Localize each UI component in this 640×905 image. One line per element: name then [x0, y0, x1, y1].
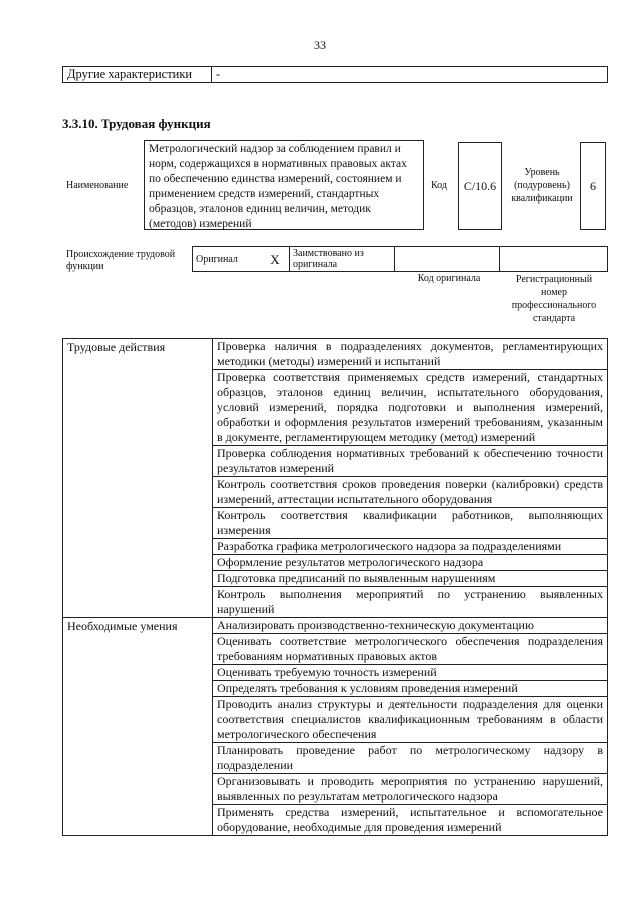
- level-value: 6: [580, 142, 606, 230]
- section-title: 3.3.10. Трудовая функция: [62, 116, 211, 131]
- borrowed-label: Заимствовано из оригинала: [290, 247, 395, 272]
- code-original-cell: [395, 247, 500, 272]
- reg-number-label: Регистрационный номер профессионального стандарта: [511, 274, 597, 324]
- labor-action-item: Проверка соответствия применяемых средств измерений, стандартных образцов, эталонов единиц величин, испытательного оборудования, условий измерений, порядка подготовки и выполнения измерений, обработки и оформления результатов измерений требованиям, указанным в документе, регламентирующем методику (метод) измерений: [213, 370, 608, 446]
- required-skill-item: Оценивать соответствие метрологического обеспечения подразделения требованиям нормативных правовых актов: [213, 634, 608, 665]
- labor-action-item: Контроль соответствия квалификации работников, выполняющих измерения: [213, 508, 608, 539]
- required-skill-item: Применять средства измерений, испытательное и вспомогательное оборудование, необходимые для проведения измерений: [213, 805, 608, 836]
- other-characteristics-label: Другие характеристики: [63, 67, 212, 83]
- required-skill-row: [63, 618, 608, 634]
- original-mark: X: [261, 247, 290, 272]
- labor-action-row: [63, 339, 608, 370]
- origin-table: [192, 246, 608, 272]
- page-number: 33: [314, 38, 326, 52]
- reg-number-cell: [500, 247, 608, 272]
- labor-action-label: Трудовые действия: [63, 339, 213, 618]
- code-original-label: Код оригинала: [417, 273, 481, 284]
- other-characteristics-table: [62, 66, 608, 83]
- labor-action-item: Оформление результатов метрологического надзора: [213, 555, 608, 571]
- required-skill-item: Организовывать и проводить мероприятия по устранению нарушений, выявленных по результатам метрологического надзора: [213, 774, 608, 805]
- code-value: C/10.6: [458, 142, 502, 230]
- name-label: Наименование: [66, 180, 129, 191]
- required-skill-item: Анализировать производственно-техническую документацию: [213, 618, 608, 634]
- name-value: Метрологический надзор за соблюдением правил и норм, содержащихся в нормативных правовых актах по обеспечению единства измерений, состоянием и применением средств измерений, стандартных образцов, эталонов единиц величин, методик (методов) измерений: [144, 140, 424, 230]
- labor-action-item: Контроль выполнения мероприятий по устранению выявленных нарушений: [213, 587, 608, 618]
- required-skill-label: Необходимые умения: [63, 618, 213, 836]
- other-characteristics-value: -: [212, 67, 608, 83]
- required-skill-item: Определять требования к условиям проведения измерений: [213, 681, 608, 697]
- required-skill-item: Оценивать требуемую точность измерений: [213, 665, 608, 681]
- labor-action-item: Подготовка предписаний по выявленным нарушениям: [213, 571, 608, 587]
- labor-action-item: Проверка соблюдения нормативных требований к обеспечению точности результатов измерений: [213, 446, 608, 477]
- labor-action-item: Контроль соответствия сроков проведения поверки (калибровки) средств измерений, аттестации испытательного оборудования: [213, 477, 608, 508]
- required-skill-item: Планировать проведение работ по метрологическому надзору в подразделении: [213, 743, 608, 774]
- original-label: Оригинал: [193, 247, 262, 272]
- labor-action-item: Разработка графика метрологического надзора за подразделениями: [213, 539, 608, 555]
- required-skill-item: Проводить анализ структуры и деятельности подразделения для оценки соответствия специалистов квалификационным требованиям в области метрологического обеспечения: [213, 697, 608, 743]
- labor-action-item: Проверка наличия в подразделениях документов, регламентирующих методики (методы) измерений и испытаний: [213, 339, 608, 370]
- origin-label: Происхождение трудовой функции: [66, 249, 176, 272]
- code-label: Код: [431, 180, 447, 191]
- labor-function-table: [62, 338, 608, 836]
- level-label: Уровень (подуровень) квалификации: [511, 167, 573, 204]
